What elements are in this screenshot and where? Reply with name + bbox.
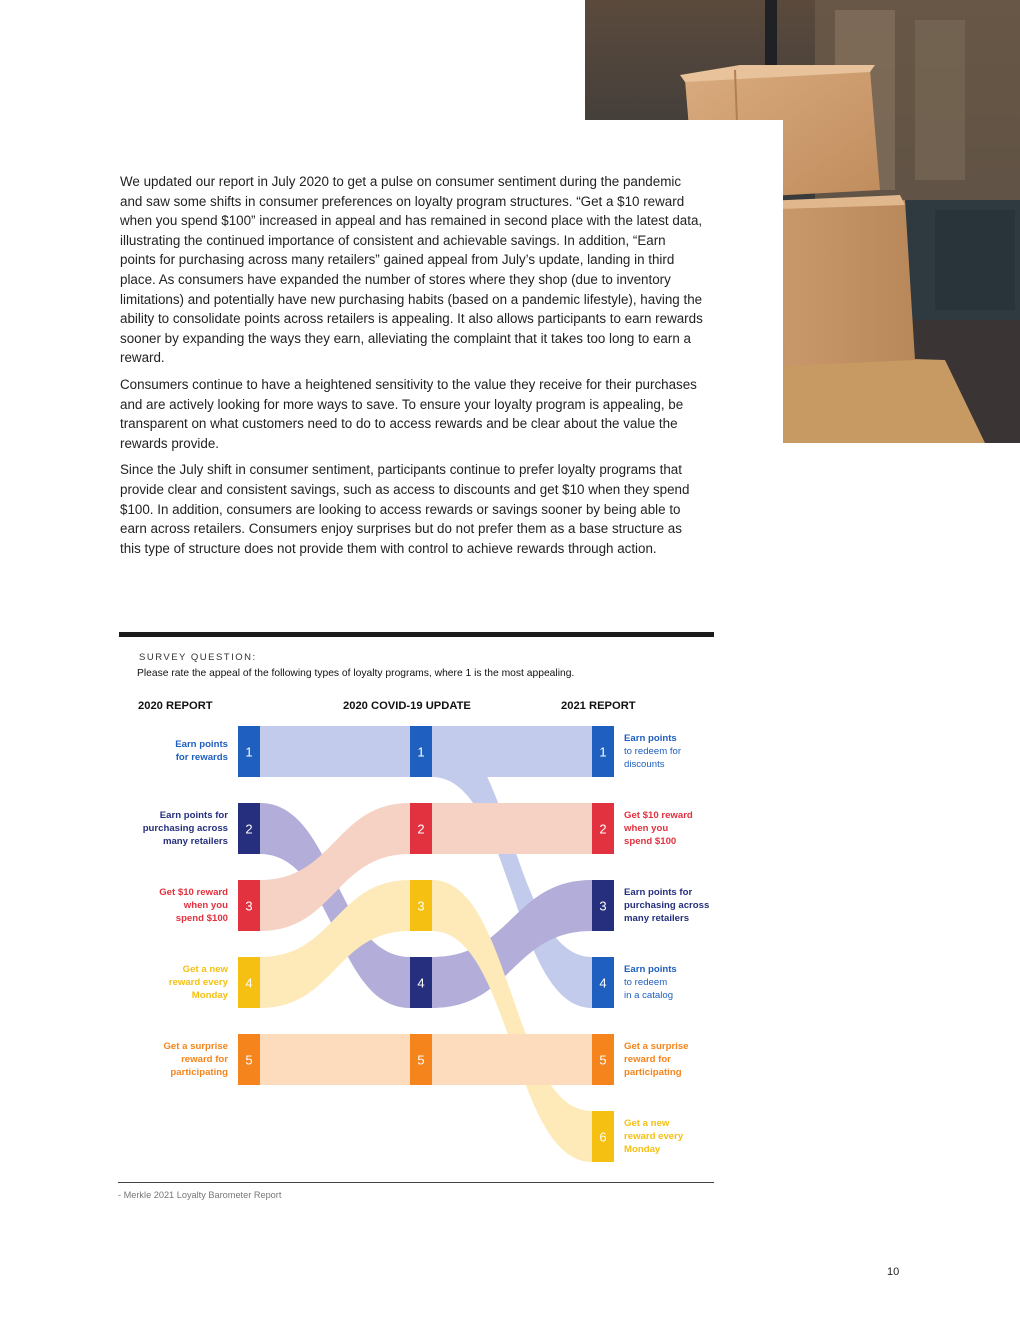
rank-number: 3 <box>417 898 425 914</box>
right-label: Earn points to redeem for discounts <box>624 732 682 771</box>
rank-number: 1 <box>245 744 253 760</box>
flow-band <box>260 1034 410 1085</box>
rank-number: 1 <box>599 744 607 760</box>
right-label: Earn points for purchasing across many retailers <box>624 886 710 925</box>
rank-number: 4 <box>245 975 253 991</box>
rank-number: 3 <box>245 898 253 914</box>
column-header-2021: 2021 REPORT <box>561 700 636 712</box>
footer-divider <box>118 1182 714 1183</box>
right-label: Get $10 reward when you spend $100 <box>624 809 693 848</box>
flow-band <box>260 726 410 777</box>
paragraph-1: We updated our report in July 2020 to get a pulse on consumer sentiment during the pandemic and saw some shifts in consumer preferences on loyalty program structures. “Get a $10 reward when you spend $100” increased in appeal and has remained in second place with the latest data, illustrating the continued importance of consistent and achievable savings. In addition, “Earn points for purchasing across many retailers” gained appeal from July’s update, landing in third place. As consumers have expanded the number of stores where they shop (due to inventory limitations) and potentially have new purchasing habits (based on a pandemic lifestyle), having the ability to consolidate points across retailers is appealing. It also allows participants to earn rewards sooner by expanding the ways they earn, alleviating the complaint that it takes too long to earn a reward. <box>120 174 703 366</box>
rank-number: 4 <box>417 975 425 991</box>
left-label: Get a surprise reward for participating <box>163 1040 228 1079</box>
right-label: Get a surprise reward for participating <box>624 1040 689 1079</box>
left-label: Earn points for purchasing across many retailers <box>142 809 228 848</box>
rank-number: 6 <box>599 1129 607 1145</box>
flow-band <box>432 1034 592 1085</box>
rank-number: 5 <box>245 1052 253 1068</box>
rank-number: 5 <box>599 1052 607 1068</box>
left-label: Earn points for rewards <box>175 739 228 764</box>
paragraph-3: Since the July shift in consumer sentiment, participants continue to prefer loyalty programs that provide clear and consistent savings, such as access to discounts and get $10 when they spend $100. In addition, consumers are looking to access rewards or savings sooner by being able to earn across retailers. Consumers enjoy surprises but do not prefer them as a base structure as this type of structure does not provide them with control to achieve rewards through action. <box>120 462 690 556</box>
column-header-2020: 2020 REPORT <box>138 700 213 712</box>
column-header-covid-update: 2020 COVID-19 UPDATE <box>343 700 471 712</box>
rank-number: 2 <box>417 821 425 837</box>
left-label: Get $10 reward when you spend $100 <box>159 886 228 925</box>
survey-question: Please rate the appeal of the following types of loyalty programs, where 1 is the most appealing. <box>137 668 575 679</box>
rank-number: 5 <box>417 1052 425 1068</box>
page-number: 10 <box>887 1266 900 1278</box>
right-label: Earn points to redeem in a catalog <box>624 963 677 1002</box>
flow-band <box>432 803 592 854</box>
right-label: Get a new reward every Monday <box>624 1117 684 1156</box>
paragraph-2: Consumers continue to have a heightened sensitivity to the value they receive for their purchases and are actively looking for more ways to save. To ensure your loyalty program is appealing, be transparent on what customers need to do to access rewards and be clear about the value the rewards provide. <box>120 376 697 451</box>
rank-number: 1 <box>417 744 425 760</box>
source-citation: - Merkle 2021 Loyalty Barometer Report <box>118 1190 282 1200</box>
left-label: Get a new reward every Monday <box>168 963 228 1002</box>
rank-number: 2 <box>245 821 253 837</box>
rank-number: 4 <box>599 975 607 991</box>
rank-number: 3 <box>599 898 607 914</box>
rank-number: 2 <box>599 821 607 837</box>
survey-label: SURVEY QUESTION: <box>139 652 257 663</box>
